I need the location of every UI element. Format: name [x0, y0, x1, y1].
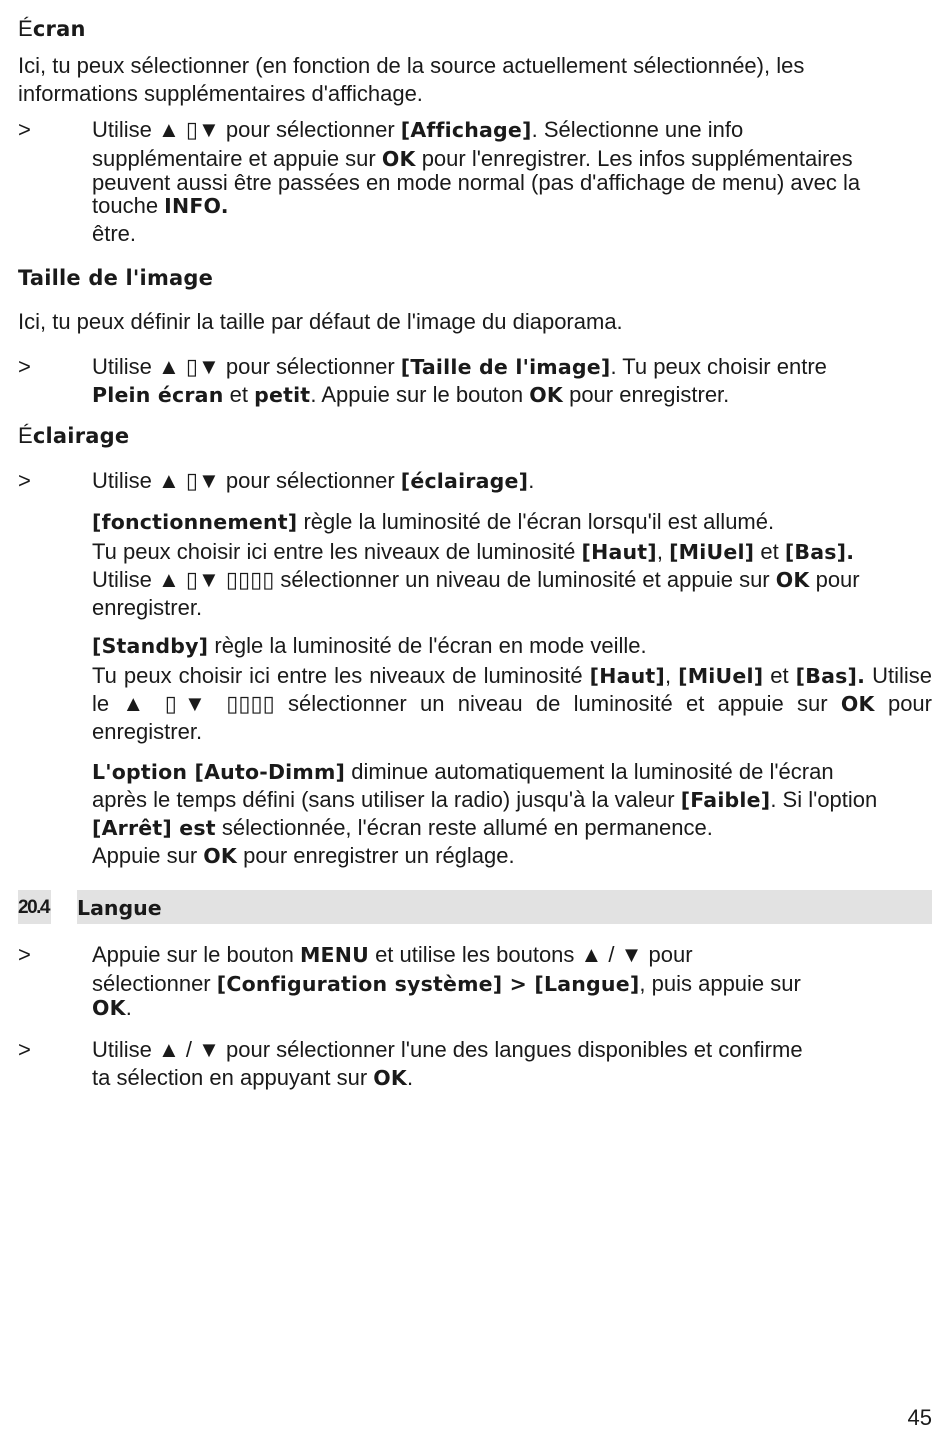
langue2-line-1: Utilise ▲ / ▼ pour sélectionner l'une des langues disponibles et confirme	[92, 1037, 803, 1062]
bullet-marker: >	[18, 468, 31, 493]
fonctionnement-line-2: Tu peux choisir ici entre les niveaux de luminosité [Haut], [MiUel] et [Bas].	[92, 539, 855, 564]
taille-line-2: Plein écran et petit. Appuie sur le bouton OK pour enregistrer.	[92, 382, 730, 407]
langue1-line-3: OK.	[92, 995, 132, 1020]
section-title: Langue	[77, 890, 932, 924]
section-heading-eclairage: Éclairage	[18, 423, 130, 448]
eclairage-fonctionnement	[92, 508, 932, 622]
langue1-line-1: Appuie sur le bouton MENU et utilise les boutons ▲ / ▼ pour	[92, 942, 693, 967]
langue2-line-2: ta sélection en appuyant sur OK.	[92, 1065, 414, 1090]
bullet-marker: >	[18, 942, 31, 967]
eclairage-standby	[92, 632, 932, 746]
section-heading-ecran: Écran	[18, 16, 86, 41]
eclairage-autodimm	[92, 758, 892, 870]
ecran-line-3: être.	[92, 221, 137, 246]
taille-intro: Ici, tu peux définir la taille par défaut de l'image du diaporama.	[18, 309, 623, 334]
bullet-marker: >	[18, 354, 31, 379]
bullet-marker: >	[18, 1037, 31, 1062]
section-number: 20.4	[18, 890, 51, 924]
langue1-line-2: sélectionner [Configuration système] > [Langue], puis appuie sur	[92, 971, 801, 996]
bullet-marker: >	[18, 117, 31, 142]
standby-line-1: [Standby] règle la luminosité de l'écran en mode veille.	[92, 633, 647, 658]
ecran-line-2: supplémentaire et appuie sur OK pour l'enregistrer. Les infos supplémentaires peuvent aussi être passées en mode normal (pas d'affichage de menu) avec la touche INFO.	[92, 146, 861, 218]
page-number: 45	[907, 1405, 932, 1430]
taille-line-1: Utilise ▲ ▯▼ pour sélectionner [Taille de l'image]. Tu peux choisir entre	[92, 354, 827, 379]
standby-line-2: Tu peux choisir ici entre les niveaux de luminosité [Haut], [MiUel] et [Bas]. Utilise le ▲ ▯▼ ▯▯▯▯ sélectionner un niveau de luminosité et appuie sur OK pour enregistrer.	[92, 663, 932, 744]
eclairage-line-1: Utilise ▲ ▯▼ pour sélectionner [éclairage].	[92, 468, 535, 493]
autodimm-line-last: Appuie sur OK pour enregistrer un réglage.	[92, 843, 515, 868]
fonctionnement-line-3: Utilise ▲ ▯▼ ▯▯▯▯ sélectionner un niveau de luminosité et appuie sur OK pour enregistrer.	[92, 567, 860, 620]
section-heading-taille: Taille de l'image	[18, 266, 214, 290]
fonctionnement-line-1: [fonctionnement] règle la luminosité de l'écran lorsqu'il est allumé.	[92, 509, 775, 534]
ecran-intro: Ici, tu peux sélectionner (en fonction de la source actuellement sélectionnée), les informations supplémentaires d'affichage.	[18, 53, 805, 106]
ecran-line-1: Utilise ▲ ▯▼ pour sélectionner [Affichage]. Sélectionne une info	[92, 117, 744, 142]
autodimm-text: L'option [Auto-Dimm] diminue automatiquement la luminosité de l'écran après le temps défini (sans utiliser la radio) jusqu'à la valeur [Faible]. Si l'option [Arrêt] est sélectionnée, l'écran reste allumé en permanence.	[92, 759, 878, 840]
section-header-langue	[18, 890, 932, 924]
